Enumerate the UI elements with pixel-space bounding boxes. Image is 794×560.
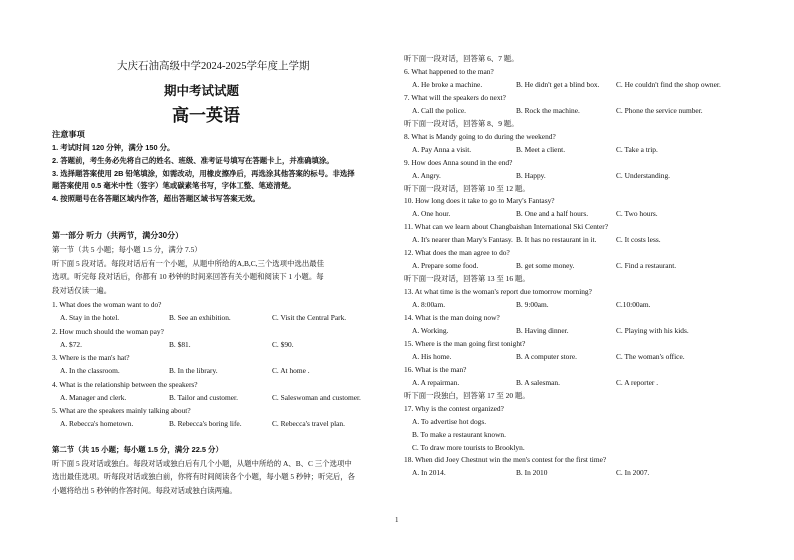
option-b: B. Having dinner.	[516, 325, 569, 335]
section1-instr-1: 听下面 5 段对话。每段对话后有一个小题，从题中所给的A,B,C,三个选项中选出最佳	[52, 259, 325, 268]
option-c: C. The woman's office.	[616, 351, 685, 361]
question: 18. When did Joey Chestnut win the men's contest for the first time?	[404, 455, 607, 465]
section1-title: 第一节（共 5 小题；每小题 1.5 分，满分 7.5）	[52, 245, 202, 254]
option-b: B. One and a half hours.	[516, 209, 589, 219]
option-a: A. In the classroom.	[60, 366, 120, 375]
dialogue-instruction: 听下面一段对话，回答第 13 至 16 题。	[404, 274, 530, 284]
question: 7. What will the speakers do next?	[404, 92, 506, 102]
question: 11. What can we learn about Changbaishan International Ski Center?	[404, 222, 608, 232]
section2-instr-3: 小题将给出 5 秒钟的作答时间。每段对话或独白读两遍。	[52, 486, 237, 495]
dialogue-instruction: 听下面一段对话，回答第 8、9 题。	[404, 118, 519, 128]
option-b: B. It has no restaurant in it.	[516, 235, 597, 245]
notice-item-2: 2. 答题前，考生务必先将自己的姓名、班级、准考证号填写在答题卡上，并准确填涂。	[52, 156, 334, 165]
option-b: B. In 2010	[516, 468, 548, 478]
question: 9. How does Anna sound in the end?	[404, 157, 513, 167]
option-b: B. Tailor and customer.	[169, 392, 238, 402]
option-a: A. One hour.	[412, 209, 451, 219]
option-c: C.10:00am.	[616, 300, 651, 310]
option-a: A. Prepare some food.	[412, 261, 479, 271]
dialogue-instruction: 听下面一段独白，回答第 17 至 20 题。	[404, 390, 530, 400]
page-number: 1	[395, 516, 399, 524]
option-a: A. Call the police.	[412, 105, 466, 115]
option-a: A. It's nearer than Mary's Fantasy.	[412, 235, 513, 245]
dialogue-instruction: 听下面一段对话，回答第 6、7 题。	[404, 54, 519, 63]
question: 12. What does the man agree to do?	[404, 248, 510, 258]
option-a: A. Angry.	[412, 170, 441, 180]
option-c: C. $90.	[272, 339, 294, 349]
section1-instr-2: 选项。听完每 段对话后，你都有 10 秒钟的时间来回答有关小题和阅读下 1 小题。每	[52, 272, 324, 281]
option-line: A. To advertise hot dogs.	[412, 416, 487, 426]
option-a: A. 8:00am.	[412, 300, 446, 310]
option-c: C. Rebecca's travel plan.	[272, 419, 345, 428]
notice-item-1: 1. 考试时间 120 分钟，满分 150 分。	[52, 143, 175, 152]
section2-instr-2: 选出最佳选项。听每段对话或独白前，你将有时间阅读各个小题，每小题 5 秒钟；听完后，各	[52, 472, 356, 481]
question: 14. What is the man doing now?	[404, 313, 500, 322]
option-c: C. Playing with his kids.	[616, 325, 689, 335]
option-a: A. In 2014.	[412, 468, 446, 478]
option-b: B. Happy.	[516, 170, 546, 180]
option-b: B. He didn't get a blind box.	[516, 79, 600, 89]
option-c: C. Saleswoman and customer.	[272, 392, 361, 402]
question: 10. How long does it take to go to Mary's Fantasy?	[404, 196, 555, 206]
notice-item-3: 3. 选择题答案使用 2B 铅笔填涂，如需改动，用橡皮擦净后，再选涂其他答案的标号。非选择	[52, 169, 355, 178]
option-c: C. Take a trip.	[616, 144, 658, 154]
option-a: A. He broke a machine.	[412, 79, 483, 89]
option-c: C. He couldn't find the shop owner.	[616, 79, 721, 89]
exam-title: 期中考试试题	[164, 84, 240, 98]
option-b: B. In the library.	[169, 366, 218, 375]
question-3: 3. Where is the man's hat?	[52, 353, 130, 362]
notice-title: 注意事项	[52, 130, 85, 139]
option-a: A. His home.	[412, 351, 452, 361]
option-b: B. get some money.	[516, 261, 575, 271]
option-b: B. Rock the machine.	[516, 105, 580, 115]
question-2: 2. How much should the woman pay?	[52, 326, 164, 336]
notice-item-3-cont: 题答案使用 0.5 毫米中性（签字）笔或碳素笔书写，字体工整、笔迹清楚。	[52, 181, 296, 190]
option-line: B. To make a restaurant known.	[412, 429, 506, 439]
question-5: 5. What are the speakers mainly talking about?	[52, 406, 191, 415]
option-a: A. Manager and clerk.	[60, 392, 127, 402]
option-line: C. To draw more tourists to Brooklyn.	[412, 442, 525, 452]
option-c: C. Visit the Central Park.	[272, 313, 347, 322]
notice-item-4: 4. 按照题号在各答题区域内作答，超出答题区域书写答案无效。	[52, 194, 260, 203]
option-a: A. A repairman.	[412, 377, 460, 387]
option-a: A. Stay in the hotel.	[60, 313, 120, 322]
subject-title: 高一英语	[172, 106, 240, 125]
question-4: 4. What is the relationship between the speakers?	[52, 379, 198, 389]
option-c: C. Find a restaurant.	[616, 261, 677, 271]
option-c: C. A reporter .	[616, 377, 659, 387]
option-a: A. Rebecca's hometown.	[60, 419, 134, 428]
question: 6. What happened to the man?	[404, 66, 494, 76]
option-b: B. $81.	[169, 339, 191, 349]
question: 15. Where is the man going first tonight?	[404, 338, 526, 348]
part1-title: 第一部分 听力（共两节，满分30分）	[52, 231, 184, 240]
option-a: A. Working.	[412, 325, 449, 335]
option-c: C. Phone the service number.	[616, 105, 703, 115]
question: 8. What is Mandy going to do during the weekend?	[404, 131, 556, 141]
option-b: B. Rebecca's boring life.	[169, 419, 242, 428]
option-a: A. $72.	[60, 339, 82, 349]
dialogue-instruction: 听下面一段对话，回答第 10 至 12 题。	[404, 183, 530, 193]
option-c: C. Two hours.	[616, 209, 658, 219]
question: 16. What is the man?	[404, 364, 467, 374]
question: 13. At what time is the woman's report due tomorrow morning?	[404, 287, 592, 297]
option-c: C. It costs less.	[616, 235, 661, 245]
option-a: A. Pay Anna a visit.	[412, 144, 472, 154]
option-b: B. 9:00am.	[516, 300, 549, 310]
option-b: B. Meet a client.	[516, 144, 566, 154]
option-b: B. A computer store.	[516, 351, 577, 361]
option-c: C. At home .	[272, 366, 310, 375]
question: 17. Why is the contest organized?	[404, 403, 504, 413]
section2-instr-1: 听下面 5 段对话或独白。每段对话或独白后有几个小题，从题中所给的 A、B、C 三个选项中	[52, 459, 352, 468]
question-1: 1. What does the woman want to do?	[52, 300, 162, 309]
section2-title: 第二节（共 15 小题；每小题 1.5 分，满分 22.5 分）	[52, 445, 223, 454]
option-b: B. A salesman.	[516, 377, 560, 387]
option-c: C. In 2007.	[616, 468, 650, 478]
option-c: C. Understanding.	[616, 170, 670, 180]
option-b: B. See an exhibition.	[169, 313, 231, 322]
section1-instr-3: 段对话仅读一遍。	[52, 286, 112, 295]
school-title: 大庆石油高级中学2024-2025学年度上学期	[117, 61, 310, 72]
